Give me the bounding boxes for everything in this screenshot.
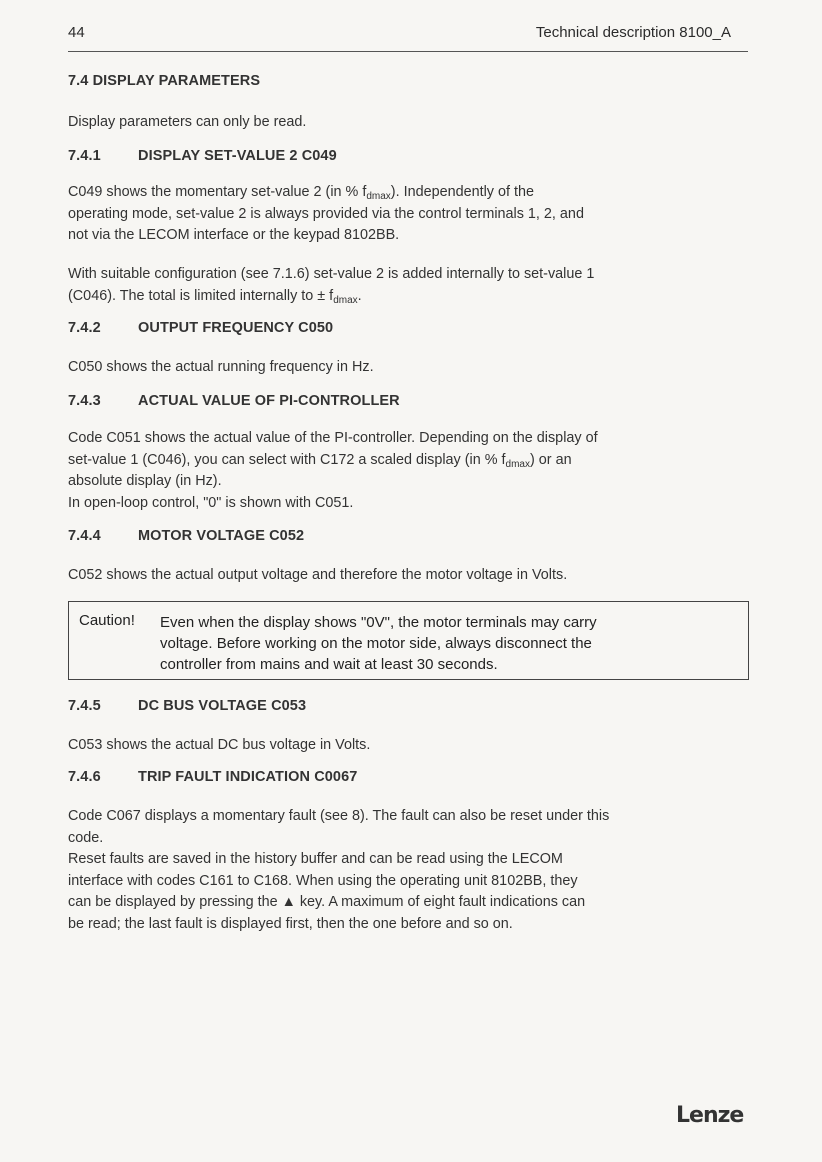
- paragraph-line: Code C051 shows the actual value of the PI-controller. Depending on the display of: [68, 430, 598, 446]
- paragraph-line: operating mode, set-value 2 is always provided via the control terminals 1, 2, and: [68, 205, 584, 222]
- section-7-4-4-body: [68, 565, 758, 587]
- section-number: 7.4.5: [68, 698, 101, 714]
- document-title: Technical description 8100_A: [535, 24, 731, 41]
- section-number: 7.4.3: [68, 393, 101, 409]
- paragraph-line: absolute display (in Hz).: [68, 473, 222, 489]
- caution-line: controller from mains and wait at least 30 seconds.: [160, 656, 498, 673]
- subscript: dmax: [505, 458, 530, 470]
- section-title: MOTOR VOLTAGE C052: [138, 528, 305, 544]
- text-run: set-value 1 (C046), you can select with C172 a scaled display (in % f: [68, 451, 506, 468]
- section-title: DC BUS VOLTAGE C053: [138, 698, 307, 714]
- paragraph-line: Code C067 displays a momentary fault (see 8). The fault can also be reset under this: [68, 808, 610, 824]
- paragraph-line: not via the LECOM interface or the keypad 8102BB.: [68, 227, 400, 243]
- text-run: .: [357, 287, 362, 304]
- section-title: ACTUAL VALUE OF PI-CONTROLLER: [138, 393, 400, 409]
- section-7-4-6-body: [68, 806, 758, 935]
- caution-label: Caution!: [79, 612, 135, 629]
- section-heading-7-4: [68, 73, 260, 89]
- section-title: 7.4 DISPLAY PARAMETERS: [68, 73, 261, 89]
- section-title: TRIP FAULT INDICATION C0067: [138, 769, 358, 785]
- paragraph-line: C050 shows the actual running frequency in Hz.: [68, 359, 374, 375]
- section-title: OUTPUT FREQUENCY C050: [138, 320, 334, 336]
- header-divider: [68, 51, 748, 52]
- caution-line: voltage. Before working on the motor side, always disconnect the: [160, 635, 592, 652]
- section-7-4-1-para-1: [68, 182, 758, 247]
- caution-text: [160, 612, 597, 675]
- paragraph-line: In open-loop control, "0" is shown with C051.: [68, 494, 354, 511]
- section-7-4-5-body: [68, 735, 758, 757]
- page-header: [68, 24, 731, 46]
- text-run: ) or an: [529, 451, 572, 468]
- section-number: 7.4.4: [68, 528, 101, 544]
- text-run: ). Independently of the: [390, 184, 535, 200]
- section-heading-7-4-6: [68, 769, 357, 785]
- subscript: dmax: [333, 294, 358, 306]
- paragraph-line: [68, 450, 758, 472]
- section-heading-7-4-1: [68, 148, 337, 164]
- paragraph-line: be read; the last fault is displayed first, then the one before and so on.: [68, 915, 513, 932]
- section-number: 7.4.6: [68, 769, 101, 785]
- paragraph-line: Display parameters can only be read.: [68, 114, 307, 130]
- text-run: C049 shows the momentary set-value 2 (in % f: [68, 184, 367, 200]
- paragraph-line: C053 shows the actual DC bus voltage in Volts.: [68, 737, 371, 753]
- caution-line: Even when the display shows "0V", the motor terminals may carry: [160, 614, 597, 631]
- section-title: DISPLAY SET-VALUE 2 C049: [138, 148, 337, 164]
- paragraph-line: [68, 182, 758, 204]
- paragraph-line: With suitable configuration (see 7.1.6) set-value 2 is added internally to set-value 1: [68, 266, 595, 282]
- lenze-logo: Lenze: [676, 1103, 744, 1128]
- section-7-4-body: [68, 112, 758, 134]
- paragraph-line: interface with codes C161 to C168. When using the operating unit 8102BB, they: [68, 872, 578, 889]
- text-run: (C046). The total is limited internally to ± f: [68, 287, 334, 304]
- section-7-4-1-para-2: [68, 264, 758, 307]
- section-7-4-2-body: [68, 357, 758, 379]
- section-number: 7.4.1: [68, 148, 101, 164]
- section-heading-7-4-5: [68, 698, 306, 714]
- page-number: 44: [68, 24, 85, 41]
- section-heading-7-4-3: [68, 393, 400, 409]
- paragraph-line: C052 shows the actual output voltage and therefore the motor voltage in Volts.: [68, 567, 568, 583]
- subscript: dmax: [366, 191, 391, 202]
- section-heading-7-4-2: [68, 320, 333, 336]
- paragraph-line: Reset faults are saved in the history buffer and can be read using the LECOM: [68, 851, 563, 867]
- paragraph-line: can be displayed by pressing the ▲ key. A maximum of eight fault indications can: [68, 894, 586, 910]
- section-heading-7-4-4: [68, 528, 304, 544]
- paragraph-line: [68, 286, 758, 308]
- paragraph-line: code.: [68, 829, 104, 846]
- section-7-4-3-body: [68, 428, 758, 514]
- caution-box: [68, 601, 749, 680]
- section-number: 7.4.2: [68, 320, 101, 336]
